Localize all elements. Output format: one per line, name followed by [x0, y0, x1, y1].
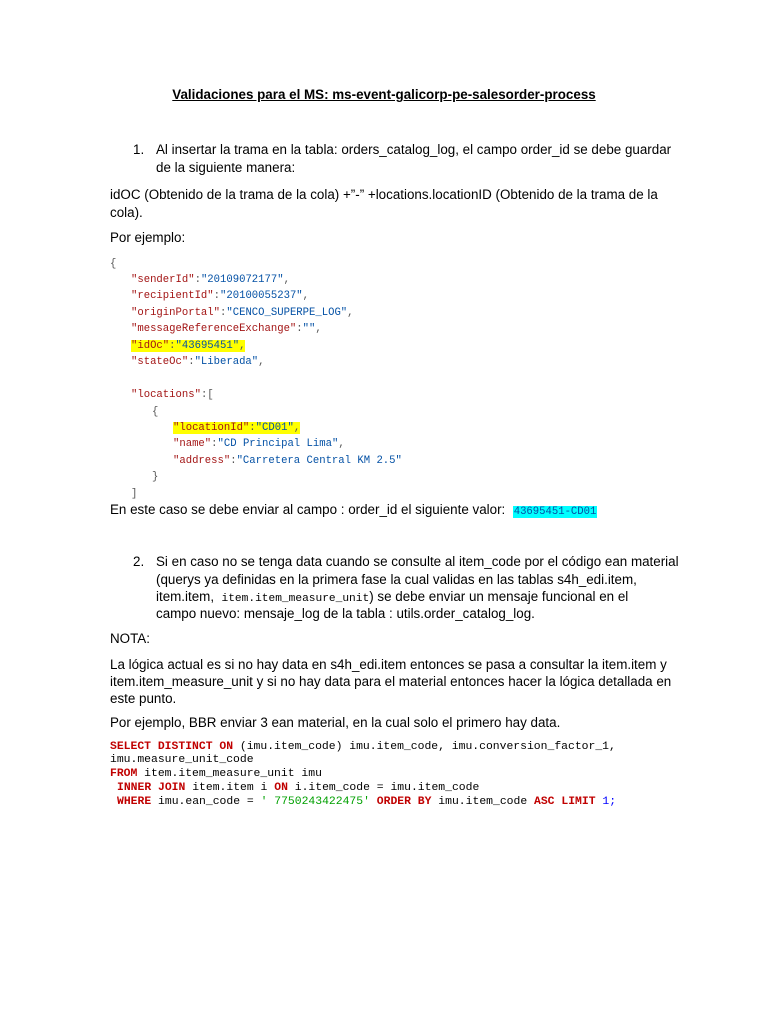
item1-line2: de la siguiente manera:: [156, 160, 296, 175]
logica-line2: item.item_measure_unit y si no hay data para el material entonces hacer la lógica detallada en: [110, 674, 672, 689]
example-label-1: Por ejemplo:: [110, 230, 186, 245]
json-value: "20109072177": [200, 274, 284, 286]
json-line-address: "address":"Carretera Central KM 2.5": [173, 455, 402, 467]
json-line-stateOc: "stateOc":"Liberada",: [131, 356, 265, 368]
json-key: "senderId": [131, 274, 195, 286]
json-open-brace: {: [110, 258, 117, 270]
logica-line1: La lógica actual es si no hay data en s4h_edi.item entonces se pasa a consultar la item.item y: [110, 657, 667, 672]
logica-line3: este punto.: [110, 691, 177, 706]
json-value: "CD01": [255, 422, 294, 434]
json-value: "20100055237": [220, 290, 303, 302]
json-key: "originPortal": [131, 307, 221, 319]
json-key: "recipientId": [131, 290, 214, 302]
list-number-1: 1.: [133, 142, 145, 157]
item2-line3: item.item, item.item_measure_unit) se debe enviar un mensaje funcional en el: [156, 589, 629, 605]
result-text: En este caso se debe enviar al campo : order_id el siguiente valor:: [110, 502, 506, 517]
json-line-messageReferenceExchange: "messageReferenceExchange":"",: [131, 323, 322, 335]
json-value: "43695451": [175, 340, 240, 352]
json-value: "": [302, 323, 316, 335]
result-value: 43695451-CD01: [513, 506, 597, 518]
json-line-name: "name":"CD Principal Lima",: [173, 438, 345, 450]
json-key: "idOc": [131, 340, 170, 352]
json-key: "locationId": [173, 422, 250, 434]
json-key: "address": [173, 455, 231, 467]
idoc-paragraph-line1: idOC (Obtenido de la trama de la cola) +”-” +locations.locationID (Obtenido de la trama de la: [110, 187, 658, 202]
document-title: Validaciones para el MS: ms-event-galicorp-pe-salesorder-process: [172, 87, 596, 102]
json-line-senderId: "senderId":"20109072177",: [131, 274, 290, 286]
json-locations-close: ]: [131, 488, 138, 500]
json-line-recipientId: "recipientId":"20100055237",: [131, 290, 310, 302]
json-line-locations: "locations":[: [131, 389, 214, 401]
json-location-close-brace: }: [152, 471, 159, 483]
json-key: "name": [173, 438, 212, 450]
item2-line2: (querys ya definidas en la primera fase la cual validas en las tablas s4h_edi.item,: [156, 572, 637, 587]
json-line-locationId: "locationId":"CD01",: [173, 422, 301, 434]
json-value: "CD Principal Lima": [217, 438, 339, 450]
json-value: "CENCO_SUPERPE_LOG": [226, 307, 348, 319]
json-key: "locations": [131, 389, 201, 401]
item1-line1: Al insertar la trama en la tabla: orders_catalog_log, el campo order_id se debe guardar: [156, 142, 672, 157]
json-key: "messageReferenceExchange": [131, 323, 297, 335]
idoc-paragraph-line2: cola).: [110, 205, 143, 220]
sql-line-4: INNER JOIN item.item i ON i.item_code = imu.item_code: [117, 782, 480, 794]
list-number-2: 2.: [133, 554, 145, 569]
sql-line-5: WHERE imu.ean_code = ' 7750243422475' ORDER BY imu.item_code ASC LIMIT 1;: [117, 796, 617, 808]
json-value: "Carretera Central KM 2.5": [236, 455, 402, 467]
json-value: "Liberada": [194, 356, 259, 368]
json-line-idOc: "idOc":"43695451",: [131, 340, 246, 352]
json-key: "stateOc": [131, 356, 189, 368]
result-line: [110, 501, 597, 521]
sql-line-1: SELECT DISTINCT ON (imu.item_code) imu.item_code, imu.conversion_factor_1,: [110, 741, 616, 753]
json-line-originPortal: "originPortal":"CENCO_SUPERPE_LOG",: [131, 307, 354, 319]
sql-line-3: FROM item.item_measure_unit imu: [110, 768, 322, 780]
inline-code: item.item_measure_unit: [221, 593, 370, 605]
json-location-open-brace: {: [152, 406, 159, 418]
example-label-2: Por ejemplo, BBR enviar 3 ean material, en la cual solo el primero hay data.: [110, 715, 561, 730]
item2-line4: campo nuevo: mensaje_log de la tabla : utils.order_catalog_log.: [156, 606, 535, 621]
item2-line1: Si en caso no se tenga data cuando se consulte al item_code por el código ean material: [156, 554, 679, 569]
sql-line-2: imu.measure_unit_code: [110, 754, 254, 766]
nota-label: NOTA:: [110, 631, 150, 646]
